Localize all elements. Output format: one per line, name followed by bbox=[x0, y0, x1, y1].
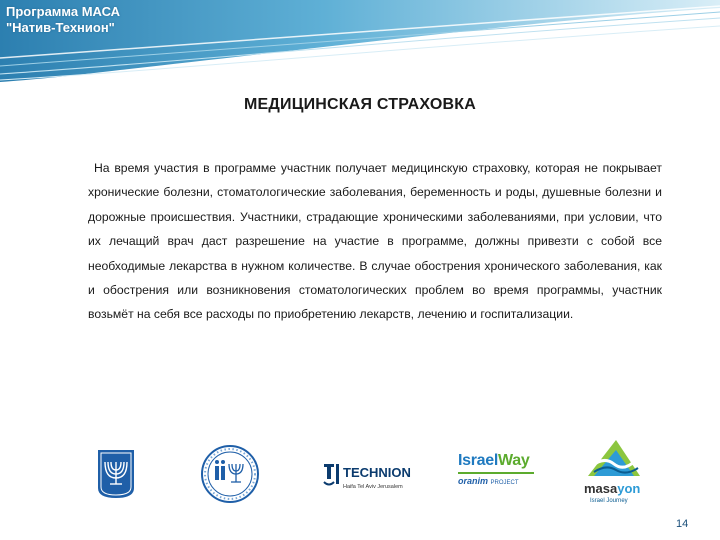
technion-wordmark: TECHNION bbox=[343, 465, 411, 480]
seal-logo bbox=[200, 444, 260, 504]
israel-emblem-logo bbox=[96, 448, 136, 500]
logo-row bbox=[0, 430, 720, 520]
body-paragraph: На время участия в программе участник получает медицинскую страховку, которая не покрывает хронические болезни, стоматологические заболевания, беременность и роды, душевные болезни и дорожные происшествия. Участники, страдающие хроническими заболеваниями, при условии, что их лечащий врач даст разрешение на участие в программе, должны привезти с собой все необходимые лекарства в нужном количестве. В случае обострения хронического заболевания, как и обострения или возникновения стоматологических проблем во время программы, участник возьмёт на себя все расходы по приобретению лекарств, лечению и госпитализации. bbox=[88, 161, 662, 322]
technion-tagline: Haifa Tel Aviv Jerusalem bbox=[343, 484, 403, 490]
page-title: МЕДИЦИНСКАЯ СТРАХОВКА bbox=[244, 96, 476, 113]
masa-word: masa bbox=[584, 481, 618, 496]
israel-way-word-way: Way bbox=[498, 452, 530, 469]
masa-yon-mountain-icon bbox=[584, 436, 644, 482]
program-name: Программа МАСА bbox=[6, 4, 121, 19]
project-word: PROJECT bbox=[490, 480, 519, 486]
masa-yon-wordmark bbox=[584, 482, 654, 496]
yon-word: yon bbox=[617, 481, 641, 496]
israel-journey-caption: Israel Journey bbox=[590, 498, 628, 504]
page-number: 14 bbox=[676, 518, 689, 530]
program-brand bbox=[6, 4, 120, 36]
oranim-word: oranim bbox=[458, 476, 489, 486]
israel-way-underline bbox=[458, 472, 534, 474]
israel-way-word-israel: Israel bbox=[458, 452, 499, 469]
israel-way-logo bbox=[458, 452, 534, 496]
program-subtitle: "Натив-Технион" bbox=[6, 20, 115, 35]
technion-logo bbox=[322, 460, 428, 494]
body-text bbox=[88, 156, 662, 327]
